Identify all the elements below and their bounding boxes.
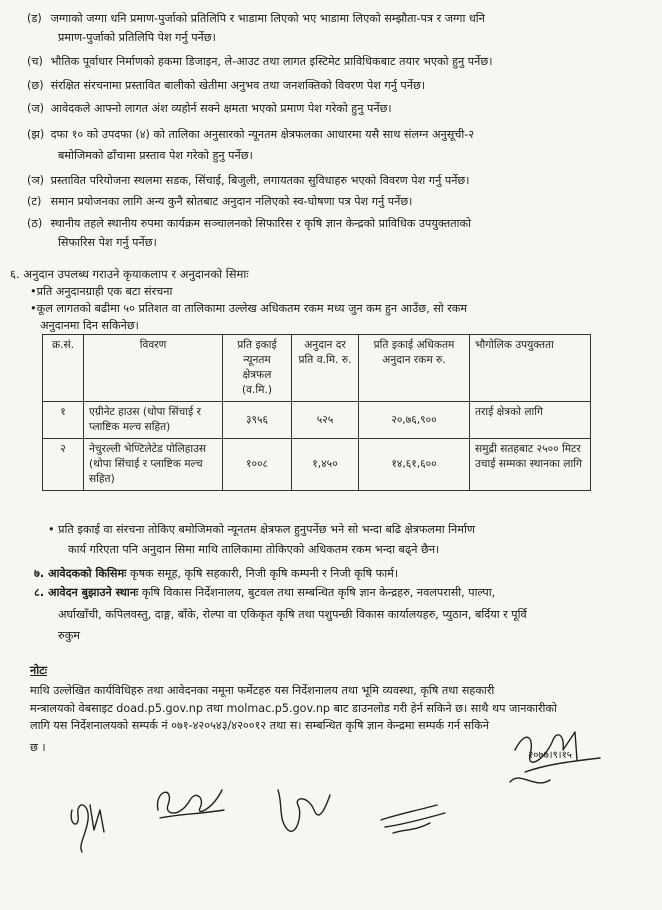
condition-text: जग्गाको जग्गा धनि प्रमाण-पुर्जाको प्रतिलिपि र भाडामा लिएको भए भाडामा लिएको सम्झौता-पत्र र जग्गा धनि bbox=[50, 12, 485, 25]
note-line-2: मन्त्रालयको वेबसाइट doad.p5.gov.np तथा molmac.p5.gov.np बाट डाउनलोड गरी हेर्न सकिने छ। साथै थप जानकारीको bbox=[30, 702, 557, 715]
bullet-dot: • bbox=[48, 523, 55, 536]
condition-text: दफा १० को उपदफा (४) को तालिका अनुसारको न्यूनतम क्षेत्रफलका आधारमा यसै साथ संलग्न अनुसूची-२ bbox=[50, 128, 475, 141]
signature-date: २०७७।९।१५ bbox=[528, 750, 572, 761]
row-description: एग्रीनेट हाउस (थोपा सिंचाई र प्लाष्टिक मल्च सहित) bbox=[84, 402, 223, 439]
section-7 bbox=[34, 566, 398, 582]
condition-chha bbox=[27, 78, 425, 94]
bullet-text: कूल लागतको बढीमा ५० प्रतिशत वा तालिकामा उल्लेख अधिकतम रकम मध्य जुन कम हुन आउँछ, सो रकम bbox=[36, 302, 468, 315]
condition-text: संरक्षित संरचनामा प्रस्तावित बालीको खेतीमा अनुभव तथा जनशक्तिको विवरण पेश गर्नु पर्नेछ। bbox=[50, 79, 426, 92]
condition-mark: (ड) bbox=[27, 12, 42, 25]
condition-tha-cont: सिफारिस पेश गर्नु पर्नेछ। bbox=[58, 236, 157, 249]
section-6-bullet-2 bbox=[30, 301, 467, 317]
after-table-bullet-cont: कार्य गरिएता पनि अनुदान सिमा माथि तालिकामा तोकिएको अधिकतम रकम भन्दा बढ्ने छैन। bbox=[68, 543, 440, 556]
row-min-area: १००८ bbox=[223, 439, 292, 491]
signature-3 bbox=[150, 770, 230, 830]
condition-mark: (झ) bbox=[27, 128, 45, 141]
condition-ja bbox=[27, 101, 392, 117]
bullet-text: प्रति इकाई वा संरचना तोकिए बमोजिमको न्यूनतम क्षेत्रफल हुनुपर्नेछ भने सो भन्दा बढि क्षेत्रफलमा निर्माण bbox=[58, 523, 475, 536]
condition-cha bbox=[27, 54, 492, 70]
bullet-text: प्रति अनुदानग्राही एक बटा संरचना bbox=[36, 285, 173, 298]
condition-text: आवेदकले आफ्नो लागत अंश व्यहोर्न सक्ने क्षमता भएको प्रमाण पेश गरेको हुनु पर्नेछ। bbox=[50, 102, 392, 115]
header-description: विवरण bbox=[84, 335, 223, 402]
note-line-4: छ । bbox=[30, 741, 46, 754]
condition-ta bbox=[27, 194, 412, 210]
note-label: नोटः bbox=[30, 664, 48, 677]
row-max-grant: २०,७६,९०० bbox=[359, 402, 470, 439]
section-8-label: ८. आवेदन बुझाउने स्थानः bbox=[34, 586, 139, 599]
condition-mark: (छ) bbox=[27, 79, 44, 92]
row-min-area: ३९५६ bbox=[223, 402, 292, 439]
condition-mark: (ञ) bbox=[27, 174, 45, 187]
section-8-text: कृषि विकास निर्देशनालय, बुटवल तथा सम्बन्धित कृषि ज्ञान केन्द्रहरु, नवलपरासी, पाल्पा, bbox=[138, 586, 496, 599]
condition-text: स्थानीय तहले स्थानीय रुपमा कार्यक्रम सञ्चालनको सिफारिस र कृषि ज्ञान केन्द्रको प्राविधिक उपयुक्तताको bbox=[50, 217, 472, 230]
table-header-row bbox=[43, 335, 591, 402]
header-min-area: प्रति इकाई न्यूनतम क्षेत्रफल (व.मि.) bbox=[223, 335, 292, 402]
row-sn: २ bbox=[43, 439, 84, 491]
signature-5 bbox=[375, 795, 455, 840]
header-max-grant: प्रति इकाई अधिकतम अनुदान रकम रु. bbox=[359, 335, 470, 402]
condition-text: भौतिक पूर्वाधार निर्माणको हकमा डिजाइन, ले-आउट तथा लागत इस्टिमेट प्राविधिकबाट तयार भएको हुनु पर्नेछ। bbox=[50, 55, 493, 68]
row-geography: समुद्री सतहबाट २५०० मिटर उचाई सम्मका स्थानका लागि bbox=[470, 439, 591, 491]
condition-da bbox=[27, 11, 485, 27]
signature-4 bbox=[268, 775, 338, 845]
condition-jha bbox=[27, 127, 474, 143]
row-rate: ५२५ bbox=[292, 402, 359, 439]
condition-mark: (ट) bbox=[27, 195, 42, 208]
section-7-text: कृषक समूह, कृषि सहकारी, निजी कृषि कम्पनी र निजी कृषि फार्म। bbox=[126, 567, 399, 580]
condition-mark: (ज) bbox=[27, 102, 45, 115]
row-rate: १,४५० bbox=[292, 439, 359, 491]
row-description: नेचुरल्ली भेण्टिलेटेड पोलिहाउस (थोपा सिंचाई र प्लाष्टिक मल्च सहित) bbox=[84, 439, 223, 491]
bullet-dot: • bbox=[30, 285, 37, 298]
condition-jha-cont: बमोजिमको ढाँचामा प्रस्ताव पेश गरेको हुनु पर्नेछ। bbox=[58, 149, 253, 162]
section-6-bullet-1 bbox=[30, 284, 172, 300]
section-8-cont-1: अर्घाखाँची, कपिलवस्तु, दाङ्ग, बाँके, रोल्पा वा एकिकृत कृषि तथा पशुपन्छी विकास कार्यालयहरु, प्युठान, बर्दिया र पूर्वि bbox=[58, 608, 527, 621]
row-max-grant: १४,६१,६०० bbox=[359, 439, 470, 491]
section-7-label: ७. आवेदकको किसिमः bbox=[34, 567, 127, 580]
section-8-cont-2: रुकुम bbox=[58, 629, 80, 642]
note-line-3: लागि यस निर्देशनालयको सम्पर्क नं ०७१-४२०५४३/४२००१२ तथा स। सम्बन्धित कृषि ज्ञान केन्द्रमा सम्पर्क गर्न सकिने bbox=[30, 719, 489, 732]
signature-2 bbox=[60, 790, 120, 860]
grant-table bbox=[42, 334, 591, 491]
section-6-bullet-2-cont: अनुदानमा दिन सकिनेछ। bbox=[40, 319, 139, 332]
condition-da-cont: प्रमाण-पुर्जाको प्रतिलिपि पेश गर्नु पर्नेछ। bbox=[58, 31, 216, 44]
table-row bbox=[43, 402, 591, 439]
section-8 bbox=[34, 585, 495, 601]
note-line-1: माथि उल्लेखित कार्यविधिहरु तथा आवेदनका नमूना फर्मेटहरु यस निर्देशनालय तथा भूमि व्यवस्था, कृषि तथा सहकारी bbox=[30, 684, 495, 697]
section-6-heading: ६. अनुदान उपलब्ध गराउने कृयाकलाप र अनुदानको सिमाः bbox=[10, 267, 249, 281]
condition-text: प्रस्तावित परियोजना स्थलमा सडक, सिंचाई, बिजुली, लगायतका सुविधाहरु भएको विवरण पेश गर्नु पर्नेछ। bbox=[50, 174, 470, 187]
row-sn: १ bbox=[43, 402, 84, 439]
header-rate: अनुदान दर प्रति व.मि. रु. bbox=[292, 335, 359, 402]
row-geography: तराई क्षेत्रको लागि bbox=[470, 402, 591, 439]
condition-nya bbox=[27, 173, 470, 189]
condition-mark: (ठ) bbox=[27, 217, 43, 230]
bullet-dot: • bbox=[30, 302, 37, 315]
table-row bbox=[43, 439, 591, 491]
condition-text: समान प्रयोजनका लागि अन्य कुनै स्रोतबाट अनुदान नलिएको स्व-घोषणा पत्र पेश गर्नु पर्नेछ। bbox=[50, 195, 413, 208]
header-sn: क्र.सं. bbox=[43, 335, 84, 402]
condition-mark: (च) bbox=[27, 55, 43, 68]
after-table-bullet bbox=[48, 522, 475, 538]
header-geography: भौगोलिक उपयुक्तता bbox=[470, 335, 591, 402]
condition-tha bbox=[27, 216, 471, 232]
